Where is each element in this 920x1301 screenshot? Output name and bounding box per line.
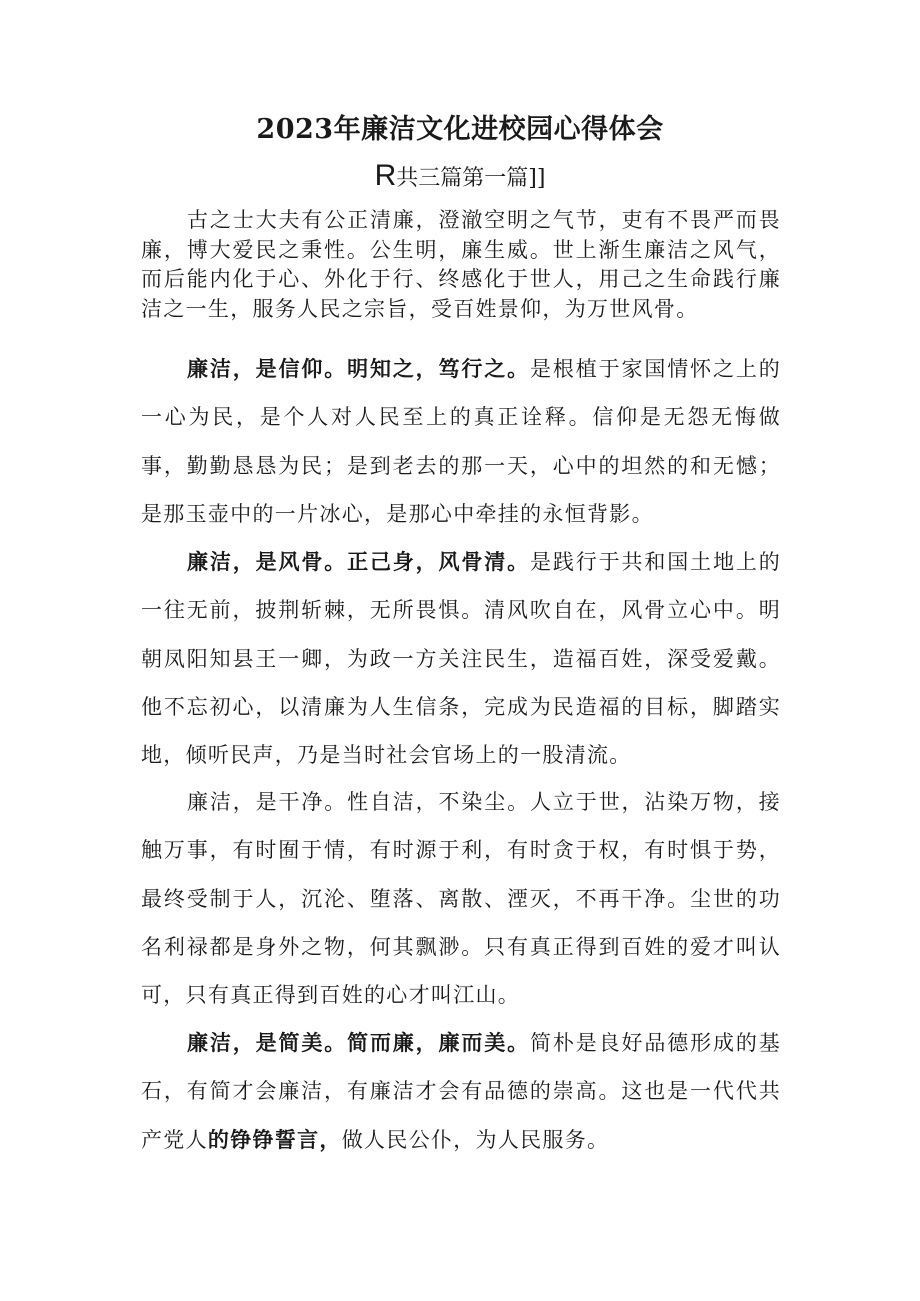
paragraph-integrity: [141, 538, 781, 779]
paragraph-inline-bold: 的铮铮誓言，: [207, 1126, 342, 1152]
document-subtitle: [0, 160, 920, 195]
paragraph-belief: [141, 345, 781, 538]
paragraph-intro: [141, 206, 781, 324]
paragraph-text: 廉洁，是干净。性自洁，不染尘。人立于世，沾染万物，接触万事，有时囿于情，有时源于利，有时贪于权，有时惧于势，最终受制于人，沉沦、堕落、离散、湮灭，不再干净。尘世的功名利禄都是身外之物，何其飘渺。只有真正得到百姓的爱才叫认可，只有真正得到百姓的心才叫江山。: [141, 790, 781, 1008]
subtitle-text: 共三篇第一篇]]: [396, 166, 546, 191]
subtitle-mark: R: [374, 159, 397, 192]
paragraph-simplicity: [141, 1019, 781, 1164]
paragraph-text: 是践行于共和国土地上的一往无前，披荆斩棘，无所畏惧。清风吹自在，风骨立心中。明朝凤阳知县王一卿，为政一方关注民生，造福百姓，深受爱戴。他不忘初心，以清廉为人生信条，完成为民造福的目标，脚踏实地，倾听民声，乃是当时社会官场上的一股清流。: [141, 550, 781, 768]
paragraph-text-end: 做人民公仆，为人民服务。: [341, 1127, 610, 1152]
paragraph-lead: 廉洁，是信仰。明知之，笃行之。: [187, 356, 531, 381]
paragraph-text: 简朴是良好品德形成的基石，有简才会廉洁，有廉洁才会有品德的崇高。这也是一代代共产党人: [141, 1031, 781, 1152]
paragraph-cleanliness: [141, 778, 781, 1019]
paragraph-text: 是根植于家国情怀之上的一心为民，是个人对人民至上的真正诠释。信仰是无怨无悔做事，勤勤恳恳为民；是到老去的那一天，心中的坦然的和无憾；是那玉壶中的一片冰心，是那心中牵挂的永恒背影。: [141, 357, 781, 526]
paragraph-lead: 廉洁，是简美。简而廉，廉而美。: [187, 1030, 531, 1055]
paragraph-lead: 廉洁，是风骨。正己身，风骨清。: [187, 549, 531, 574]
document-title: 2023年廉洁文化进校园心得体会: [256, 114, 664, 145]
paragraph-text: 古之士大夫有公正清廉，澄澈空明之气节，吏有不畏严而畏廉，博大爱民之秉性。公生明，廉生威。世上渐生廉洁之风气，而后能内化于心、外化于行、终感化于世人，用己之生命践行廉洁之一生，服务人民之宗旨，受百姓景仰，为万世风骨。: [141, 208, 781, 321]
